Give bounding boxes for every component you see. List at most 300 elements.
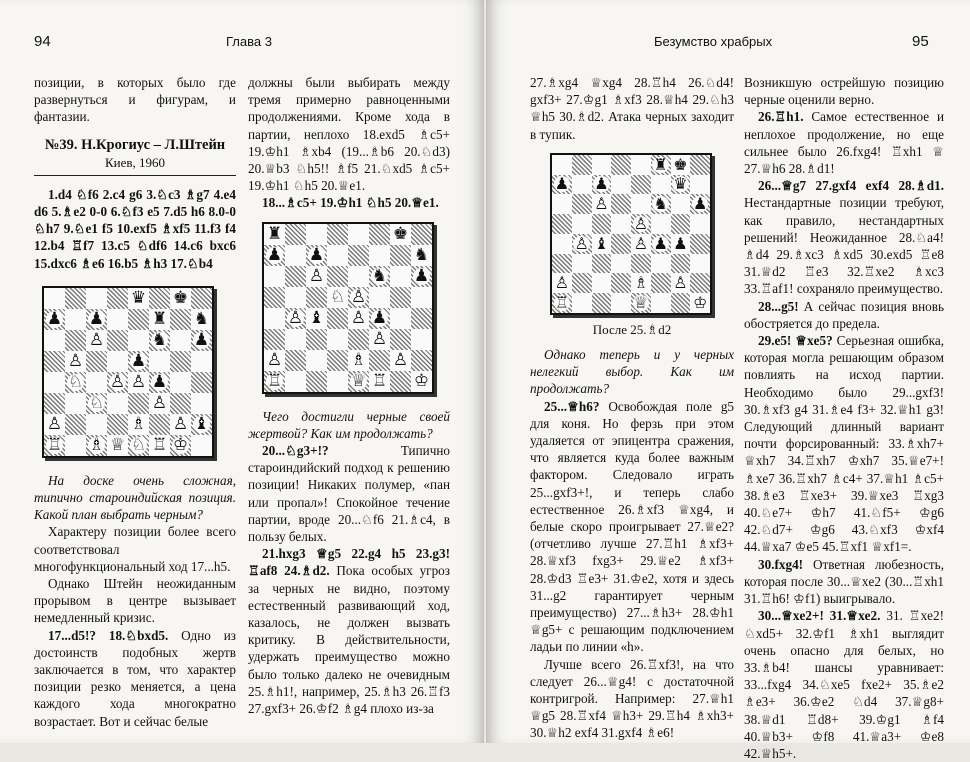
board-square xyxy=(369,371,390,392)
board-square xyxy=(631,293,651,313)
board-square xyxy=(44,288,65,309)
chess-piece: ♙ xyxy=(287,307,304,328)
chess-piece: ♟ xyxy=(554,174,570,194)
move-line-5: 25...♕h6? xyxy=(544,398,600,414)
board-square xyxy=(690,273,710,293)
board-square xyxy=(306,266,327,287)
board-square xyxy=(128,393,149,414)
chess-piece: ♔ xyxy=(692,292,708,312)
board-square xyxy=(107,372,128,393)
board-square xyxy=(44,330,65,351)
board-square xyxy=(572,175,592,195)
chess-piece: ♞ xyxy=(653,194,668,214)
board-square xyxy=(107,435,128,456)
board-square xyxy=(170,393,191,414)
chess-piece: ♙ xyxy=(151,392,168,413)
board-square xyxy=(348,266,369,287)
chess-piece: ♙ xyxy=(350,307,367,328)
board-square xyxy=(191,288,212,309)
board-square xyxy=(86,351,107,372)
board-square xyxy=(390,287,411,308)
right-column-2 xyxy=(744,74,944,762)
move-line: 17...d5!? 18.♘bxd5. xyxy=(48,627,169,643)
board-square xyxy=(631,273,651,293)
board-square xyxy=(149,330,170,351)
paragraph-1: Характеру позиции более всего соответствовал многофункциональный ход 17...h5. xyxy=(34,524,236,574)
board-square xyxy=(631,254,651,274)
paragraph-9: Лучше всего 26.♖xf3!, на что следует 26...♕g4! с достаточной контригрой. Например: 27.♕h1 ♕g5 28.♖xf4 ♕h3+ 29.♖h4 ♗xh3+ 30.♕h2 exf4 31.gxf4 ♗e6! xyxy=(530,656,734,741)
board-square xyxy=(44,393,65,414)
board-square xyxy=(306,224,327,245)
board-square xyxy=(631,214,651,234)
board-square xyxy=(191,435,212,456)
board-square xyxy=(348,329,369,350)
board-square xyxy=(170,435,191,456)
paragraph-3: Одно из достоинств подобных жертв заключается в том, что характер позиции резко меняется, а цена каждого хода многократно возрастает. Вот и сейчас белые xyxy=(34,627,237,729)
board-square xyxy=(369,308,390,329)
board-square xyxy=(191,309,212,330)
board-square xyxy=(306,329,327,350)
chess-piece: ♘ xyxy=(329,286,346,307)
chess-piece: ♚ xyxy=(172,287,189,308)
board-square xyxy=(671,234,691,254)
board-square xyxy=(369,329,390,350)
chess-piece: ♙ xyxy=(554,273,570,293)
board-square xyxy=(552,293,572,313)
board-square xyxy=(651,273,671,293)
board-square xyxy=(592,214,612,234)
board-square xyxy=(369,287,390,308)
board-square xyxy=(348,287,369,308)
board-square xyxy=(191,393,212,414)
board-square xyxy=(170,351,191,372)
chess-piece: ♟ xyxy=(371,307,388,328)
diagram-caption: После 25.♗d2 xyxy=(592,321,672,337)
board-square xyxy=(611,254,631,274)
board-square xyxy=(592,293,612,313)
paragraph-5: Типично староиндийский подход к решению позиции! Никаких полумер, «пан или пропал»! Спокойное течение партии, вроде 20...♘f6 21.♗c4, в пользу белых. xyxy=(248,443,450,545)
board-square xyxy=(348,224,369,245)
board-square xyxy=(65,414,86,435)
move-line-11: 30...♕xe2+! 31.♕xe2. xyxy=(758,608,881,624)
page-number-right: 95 xyxy=(912,33,929,50)
chess-piece: ♘ xyxy=(88,392,105,413)
chess-diagram-2 xyxy=(262,222,434,394)
board-square xyxy=(651,155,671,175)
board-square xyxy=(149,435,170,456)
board-square xyxy=(285,245,306,266)
chess-piece: ♟ xyxy=(193,329,210,350)
board-square xyxy=(44,372,65,393)
chess-piece: ♞ xyxy=(413,244,430,265)
chess-piece: ♞ xyxy=(371,265,388,286)
board-square xyxy=(264,245,285,266)
game-place: Киев, 1960 xyxy=(104,154,166,170)
board-square xyxy=(631,155,651,175)
board-square xyxy=(149,414,170,435)
board-square xyxy=(191,414,212,435)
board-square xyxy=(552,214,572,234)
board-square xyxy=(631,234,651,254)
board-square xyxy=(86,309,107,330)
chess-piece: ♗ xyxy=(633,273,649,293)
board-square xyxy=(552,234,572,254)
board-square xyxy=(44,351,65,372)
board-square xyxy=(572,194,592,214)
board-square xyxy=(611,293,631,313)
board-square xyxy=(611,155,631,175)
chess-piece: ♙ xyxy=(109,371,126,392)
board-square xyxy=(369,245,390,266)
board-square xyxy=(149,288,170,309)
chess-piece: ♕ xyxy=(633,292,649,312)
chess-piece: ♙ xyxy=(308,265,325,286)
board-square xyxy=(107,414,128,435)
board-square xyxy=(690,194,710,214)
board-square xyxy=(552,194,572,214)
board-square xyxy=(65,309,86,330)
chess-piece: ♙ xyxy=(172,413,189,434)
board-square xyxy=(107,351,128,372)
board-square xyxy=(552,175,572,195)
chess-piece: ♕ xyxy=(109,434,126,455)
board-square xyxy=(690,293,710,313)
board-square xyxy=(651,214,671,234)
board-square xyxy=(65,351,86,372)
board-square xyxy=(306,371,327,392)
running-head-right: Безумство храбрых xyxy=(654,34,773,49)
board-square xyxy=(149,393,170,414)
board-square xyxy=(592,194,612,214)
board-square xyxy=(572,214,592,234)
intro-text: позиции, в которых было где развернуться и фигурам, и фантазии. xyxy=(34,75,236,125)
right-page xyxy=(486,0,970,761)
board-square xyxy=(306,287,327,308)
chess-piece: ♛ xyxy=(130,287,147,308)
board-square xyxy=(411,266,432,287)
board-square xyxy=(690,175,710,195)
chess-piece: ♟ xyxy=(692,194,708,214)
board-square xyxy=(631,175,651,195)
board-square xyxy=(107,288,128,309)
board-square xyxy=(285,224,306,245)
board-square xyxy=(327,308,348,329)
chess-piece: ♜ xyxy=(266,223,283,244)
board-square xyxy=(572,273,592,293)
chess-piece: ♙ xyxy=(633,233,649,253)
board-square xyxy=(671,273,691,293)
board-square xyxy=(264,329,285,350)
board-square xyxy=(128,309,149,330)
chess-piece: ♝ xyxy=(594,233,609,253)
move-line-10: 30.fxg4! xyxy=(758,556,804,572)
chess-piece: ♙ xyxy=(392,349,409,370)
board-square xyxy=(552,273,572,293)
paragraph-16: 31. ♖xe2! ♘xd5+ 32.♔f1 ♗xh1 выглядит очень опасно для белых, но 33.♗b4! шансы уравнивает: 33...fxg4 34.♘xe5 fxe2+ 35.♗e2 ♗e3+ 36.♔e2 ♘d4 37.♕g8+ 38.♕d1 ♖d8+ 39.♔g1 ♗f4 40.♕b3+ ♔f8 41.♕a3+ ♔e8 42.♕h5+. xyxy=(744,608,944,761)
board-square xyxy=(264,371,285,392)
board-square xyxy=(411,329,432,350)
board-square xyxy=(390,224,411,245)
board-square xyxy=(651,194,671,214)
question-comment-2: Чего достигли черные своей жертвой? Как им продолжать? xyxy=(248,408,450,441)
chess-piece: ♟ xyxy=(413,265,430,286)
board-square xyxy=(264,350,285,371)
board-square xyxy=(285,350,306,371)
paragraph-12: Нестандартные позиции требуют, как правило, нестандартных решений! Неожиданное 28.♘a4! ♗d4 29.♗xc3 ♗xd5 30.exd5 ♖e8 31.♕d2 ♖e3 32.♖xe2 ♗xc3 33.♖af1! сохраняло преимущество. xyxy=(744,195,944,297)
board-square xyxy=(651,234,671,254)
board-square xyxy=(149,372,170,393)
board-square xyxy=(128,288,149,309)
board-square xyxy=(128,330,149,351)
opening-moves: 1.d4 ♘f6 2.c4 g6 3.♘c3 ♗g7 4.e4 d6 5.♗e2 0-0 6.♘f3 e5 7.d5 h6 8.0-0 ♘h7 9.♘e1 f5 10.exf5 ♗xf5 11.f3 f4 12.b4 ♖f7 13.c5 ♘df6 14.c6 bxc6 15.dxc6 ♗e6 16.b5 ♗h3 17.♘b4 xyxy=(34,186,236,271)
board-square xyxy=(285,266,306,287)
board-square xyxy=(65,393,86,414)
board-square xyxy=(690,234,710,254)
chess-piece: ♘ xyxy=(130,434,147,455)
chess-piece: ♖ xyxy=(46,434,63,455)
board-square xyxy=(264,224,285,245)
chess-piece: ♕ xyxy=(350,370,367,391)
chess-piece: ♖ xyxy=(554,292,570,312)
left-column-1 xyxy=(34,74,236,730)
board-square xyxy=(552,254,572,274)
chess-piece: ♟ xyxy=(673,233,688,253)
board-square xyxy=(44,414,65,435)
board-square xyxy=(65,435,86,456)
board-square xyxy=(306,350,327,371)
board-square xyxy=(572,293,592,313)
board-square xyxy=(671,194,691,214)
board-square xyxy=(170,288,191,309)
question-comment-1: На доске очень сложная, типично староиндийская позиция. Какой план выбрать черным? xyxy=(34,472,236,523)
board-square xyxy=(671,254,691,274)
board-square xyxy=(651,175,671,195)
move-line-9: 29.e5! ♕xe5? xyxy=(758,333,833,349)
move-line-7: 26...♕g7 27.gxf4 exf4 28.♗d1. xyxy=(758,178,944,194)
board-square xyxy=(264,287,285,308)
chess-piece: ♚ xyxy=(392,223,409,244)
board-square xyxy=(264,266,285,287)
board-square xyxy=(611,214,631,234)
board-square xyxy=(170,414,191,435)
board-square xyxy=(86,288,107,309)
board-square xyxy=(592,155,612,175)
board-square xyxy=(149,351,170,372)
chess-piece: ♟ xyxy=(151,371,168,392)
board-square xyxy=(191,372,212,393)
board-square xyxy=(107,309,128,330)
board-square xyxy=(592,273,612,293)
board-square xyxy=(592,234,612,254)
board-square xyxy=(671,214,691,234)
paragraph-7: 27.♗xg4 ♕xg4 28.♖h4 26.♘d4! gxf3+ 27.♔g1 ♗xf3 28.♕h4 29.♘h3 ♕h5 30.♗d2. Атака черных заходит в тупик. xyxy=(530,75,734,142)
board-square xyxy=(170,309,191,330)
chess-piece: ♞ xyxy=(193,308,210,329)
board-square xyxy=(572,155,592,175)
paragraph-10: Возникшую острейшую позицию черные оценили верно. xyxy=(744,75,944,108)
board-square xyxy=(191,351,212,372)
board-square xyxy=(411,350,432,371)
chess-piece: ♗ xyxy=(88,434,105,455)
chess-piece: ♙ xyxy=(88,329,105,350)
chess-piece: ♟ xyxy=(308,244,325,265)
board-square xyxy=(128,372,149,393)
board-square xyxy=(390,329,411,350)
paragraph-6: Пока особых угроз за черных не видно, поэтому естественный развивающий ход, казалось, не должен вызвать критику. В действительности, удержать преимущество можно было только далеко не очевидным 25.♗h1!, например, 25.♗h3 26.♖f3 27.gxf3+ 26.♔f2 ♗g4 плохо из-за xyxy=(248,563,450,717)
board-square xyxy=(327,266,348,287)
chess-piece: ♙ xyxy=(574,233,589,253)
board-square xyxy=(411,371,432,392)
board-square xyxy=(285,308,306,329)
board-square xyxy=(86,414,107,435)
board-square xyxy=(327,371,348,392)
chess-piece: ♙ xyxy=(46,413,63,434)
board-square xyxy=(390,245,411,266)
board-square xyxy=(128,351,149,372)
board-square xyxy=(44,309,65,330)
board-square xyxy=(65,330,86,351)
chess-piece: ♗ xyxy=(130,413,147,434)
page-number-left: 94 xyxy=(34,33,51,50)
move-line-6: 26.♖h1. xyxy=(758,109,804,125)
board-square xyxy=(651,293,671,313)
chess-piece: ♚ xyxy=(673,154,688,174)
paragraph-14: Серьезная ошибка, которая могла решающим образом повлиять на исход партии. Необходимо было 29...gxf3! 30.♗xf3 g4 31.♗e4 f3+ 32.♕h1 g3! Следующий длинный вариант почти форсированный: 33.♗xh7+ ♕xh7 34.♖xh7 ♔xh7 35.♕e7+! ♗xe7 36.♖xh7 ♗c4+ 37.♕h1 ♗c5+ 38.♗e3 ♖xe3+ 39.♕xe3 ♖xg3 40.♘e7+ ♔h7 41.♘f5+ ♔g6 42.♘d7+ ♔g6 43.♘xf3 ♔xf4 44.♕xa7 ♔e5 45.♖xf1 ♕xf1=. xyxy=(744,333,944,555)
board-square xyxy=(65,288,86,309)
board-square xyxy=(65,372,86,393)
chess-piece: ♖ xyxy=(266,370,283,391)
board-square xyxy=(671,155,691,175)
board-square xyxy=(44,435,65,456)
chess-piece: ♝ xyxy=(308,307,325,328)
board-square xyxy=(86,372,107,393)
board-square xyxy=(611,273,631,293)
board-square xyxy=(107,393,128,414)
paragraph-15: Ответная любезность, которая после 30...♕xe2 (30...♖xh1 31.♖h6! ♔f1) выигрывало. xyxy=(744,556,944,607)
chess-diagram-3 xyxy=(550,153,712,315)
chess-piece: ♙ xyxy=(633,213,649,233)
chess-piece: ♖ xyxy=(151,434,168,455)
board-square xyxy=(348,371,369,392)
board-square xyxy=(86,393,107,414)
chess-piece: ♙ xyxy=(130,371,147,392)
running-head-left: Глава 3 xyxy=(226,34,272,49)
board-square xyxy=(690,254,710,274)
chess-piece: ♟ xyxy=(266,244,283,265)
board-square xyxy=(671,293,691,313)
board-square xyxy=(572,254,592,274)
chess-piece: ♙ xyxy=(350,286,367,307)
chess-piece: ♜ xyxy=(151,308,168,329)
chess-piece: ♙ xyxy=(673,273,688,293)
board-square xyxy=(86,330,107,351)
board-square xyxy=(348,308,369,329)
board-square xyxy=(348,245,369,266)
game-title: №39. Н.Крогиус – Л.Штейн xyxy=(44,136,226,153)
board-square xyxy=(592,175,612,195)
board-square xyxy=(170,330,191,351)
board-square xyxy=(611,194,631,214)
board-square xyxy=(306,245,327,266)
paragraph-11: Самое естественное и неплохое продолжение, но еще сильнее было 26.fxg4! ♖xh1 ♕ 27.♕h6 28.♗d1! xyxy=(744,109,945,177)
board-square xyxy=(411,308,432,329)
board-square xyxy=(327,350,348,371)
chess-piece: ♜ xyxy=(653,154,668,174)
chess-piece: ♛ xyxy=(673,174,688,194)
chess-piece: ♞ xyxy=(151,329,168,350)
board-square xyxy=(327,224,348,245)
board-square xyxy=(690,214,710,234)
chess-piece: ♟ xyxy=(653,233,668,253)
move-line-8: 28...g5! xyxy=(758,298,799,314)
move-line-4: 21.hxg3 ♕g5 22.g4 h5 23.g3! ♖af8 24.♗d2. xyxy=(248,546,450,579)
chess-piece: ♝ xyxy=(193,413,210,434)
board-square xyxy=(107,330,128,351)
board-square xyxy=(348,350,369,371)
board-square xyxy=(592,254,612,274)
board-square xyxy=(390,371,411,392)
chess-piece: ♙ xyxy=(371,328,388,349)
right-column-1 xyxy=(530,74,734,742)
chess-piece: ♖ xyxy=(371,370,388,391)
board-square xyxy=(128,435,149,456)
move-line-3: 20...♘g3+!? xyxy=(262,443,329,459)
board-square xyxy=(170,372,191,393)
board-square xyxy=(631,194,651,214)
paragraph-4: должны были выбирать между тремя примерно равноценными продолжениями. Кроме хода в партии, неплохо 18.exd5 ♗c5+ 19.♔h1 ♗xb4 (19...♗b6 20.♘d3) 20.♕b3 ♘h5!! ♗f5 21.♘xd5 ♗c5+ 19.♔h1 ♘h5 20.♕e1. xyxy=(248,75,450,194)
chess-piece: ♟ xyxy=(130,350,147,371)
board-square xyxy=(552,155,572,175)
chess-piece: ♙ xyxy=(594,194,609,214)
board-square xyxy=(651,254,671,274)
paragraph-13: А сейчас позиция вновь обостряется до предела. xyxy=(744,298,944,331)
chess-piece: ♙ xyxy=(67,350,84,371)
board-square xyxy=(611,175,631,195)
board-square xyxy=(149,309,170,330)
board-square xyxy=(611,234,631,254)
chess-piece: ♔ xyxy=(413,370,430,391)
board-square xyxy=(285,371,306,392)
chess-piece: ♟ xyxy=(594,174,609,194)
title-rule xyxy=(34,175,236,176)
board-square xyxy=(572,234,592,254)
board-square xyxy=(690,155,710,175)
chess-diagram-1 xyxy=(42,286,214,458)
board-square xyxy=(264,308,285,329)
board-square xyxy=(327,329,348,350)
board-square xyxy=(671,175,691,195)
move-line-2: 18...♗c5+ 19.♔h1 ♘h5 20.♕e1. xyxy=(262,195,439,211)
board-square xyxy=(327,287,348,308)
board-square xyxy=(390,350,411,371)
board-square xyxy=(285,287,306,308)
paragraph-8: Освобождая поле g5 для коня. Но ферзь при этом удаляется от эпицентра сражения, что является куда более важным фактором. Следовало играть 25...gxf3+!, и теперь слабо естественное 26.♗xf3 ♕xg4, и белые скоро проигрывает 27.♕e2? (отчетливо лучше 27.♖h1 ♗xf3+ 28.♕xf3 fxg3+ 29.♕e2 ♗xf3+ 28.♔d3 ♖e3+ 31.♔e2, хотя и здесь 31...g2 гарантирует черным преимущество) 27...♗h3+ 28.♔h1 ♕g5+ с решающим подключением ладьи по линии «h». xyxy=(530,398,735,655)
board-square xyxy=(86,435,107,456)
chess-piece: ♘ xyxy=(67,371,84,392)
board-square xyxy=(191,330,212,351)
board-square xyxy=(411,224,432,245)
board-square xyxy=(411,245,432,266)
board-square xyxy=(327,245,348,266)
board-square xyxy=(369,266,390,287)
board-square xyxy=(285,329,306,350)
chess-piece: ♟ xyxy=(88,308,105,329)
chess-piece: ♔ xyxy=(172,434,189,455)
board-square xyxy=(306,308,327,329)
left-page xyxy=(0,0,484,743)
chess-piece: ♗ xyxy=(350,349,367,370)
board-square xyxy=(390,266,411,287)
